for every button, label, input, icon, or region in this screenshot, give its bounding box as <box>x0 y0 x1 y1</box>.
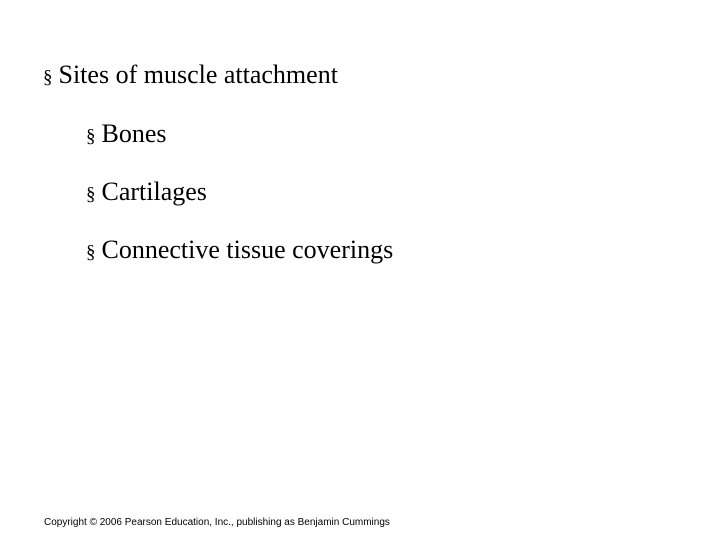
sub-bullet-bones <box>86 119 167 149</box>
sub-bullet-text: Connective tissue coverings <box>101 235 394 264</box>
main-bullet-text: Sites of muscle attachment <box>58 60 338 89</box>
bullet-marker: § <box>86 242 96 263</box>
sub-bullet-text: Bones <box>101 119 167 148</box>
main-bullet <box>43 60 338 90</box>
copyright-footer: Copyright © 2006 Pearson Education, Inc., publishing as Benjamin Cummings <box>44 517 390 528</box>
sub-bullet-connective-tissue <box>86 235 393 265</box>
sub-bullet-text: Cartilages <box>101 177 207 206</box>
bullet-marker: § <box>86 184 96 205</box>
bullet-marker: § <box>43 67 53 88</box>
sub-bullet-cartilages <box>86 177 207 207</box>
bullet-marker: § <box>86 126 96 147</box>
